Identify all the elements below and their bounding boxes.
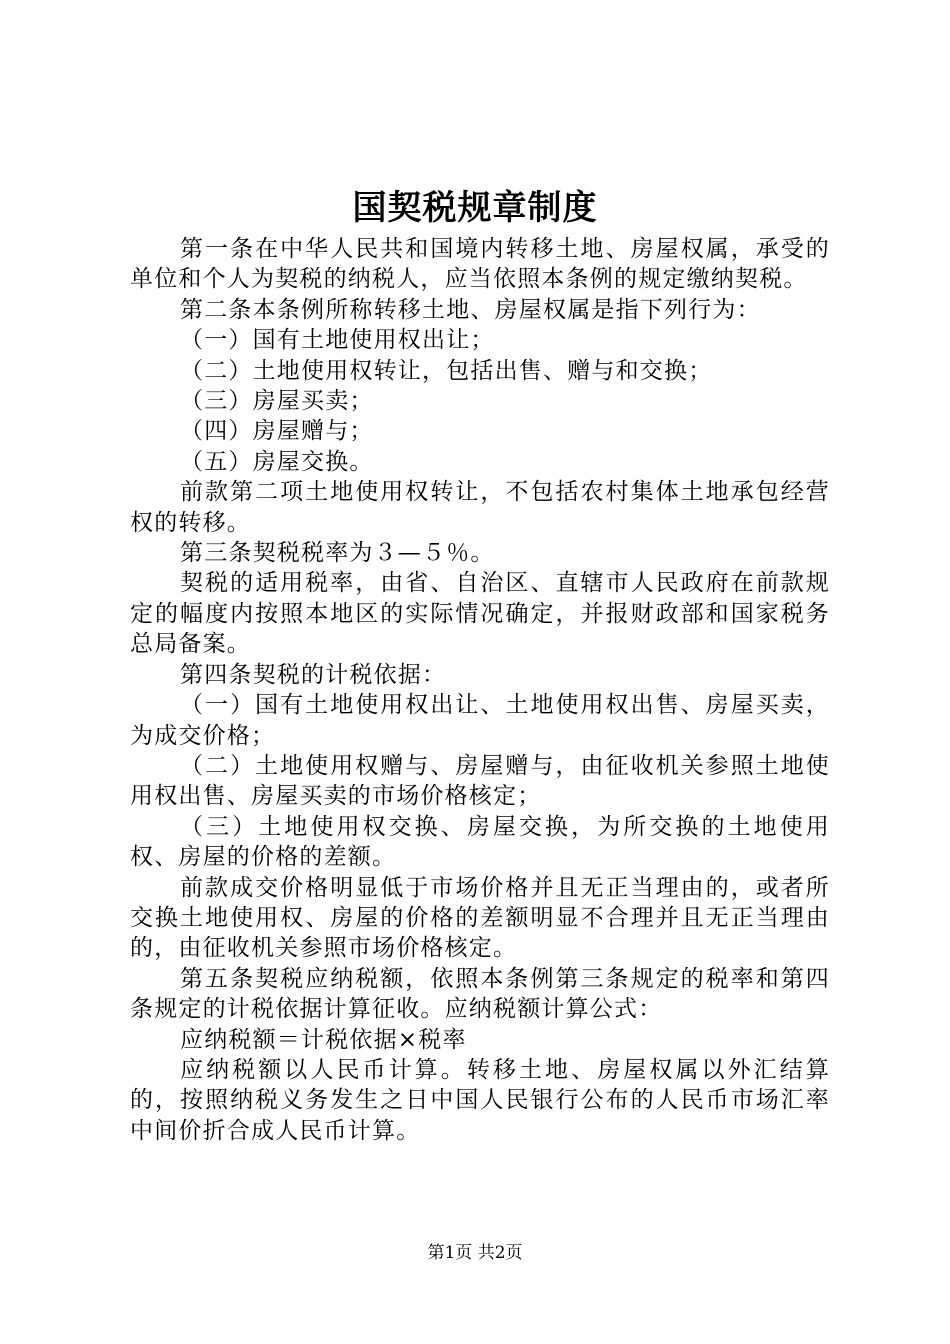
list-item: （四）房屋赠与；: [180, 418, 374, 445]
list-item: （一）国有土地使用权出让、土地使用权出售、房屋买卖，为成交价格；: [130, 692, 830, 749]
paragraph: 前款第二项土地使用权转让，不包括农村集体土地承包经营权的转移。: [130, 479, 830, 536]
list-item: （一）国有土地使用权出让；: [180, 327, 495, 354]
paragraph-article-5: 第五条契税应纳税额，依照本条例第三条规定的税率和第四条规定的计税依据计算征收。应纳税额计算公式：: [130, 965, 830, 1023]
list-item: （二）土地使用权赠与、房屋赠与，由征收机关参照土地使用权出售、房屋买卖的市场价格核定；: [130, 752, 830, 810]
paragraph: 前款成交价格明显低于市场价格并且无正当理由的，或者所交换土地使用权、房屋的价格的差额明显不合理并且无正当理由的，由征收机关参照市场价格核定。: [130, 874, 830, 962]
list-item: （二）土地使用权转让，包括出售、赠与和交换；: [180, 357, 713, 384]
paragraph-article-4: 第四条契税的计税依据：: [180, 661, 447, 688]
paragraph: 应纳税额以人民币计算。转移土地、房屋权属以外汇结算的，按照纳税义务发生之日中国人民银行公布的人民币市场汇率中间价折合成人民币计算。: [130, 1056, 830, 1144]
paragraph-article-1: 第一条在中华人民共和国境内转移土地、房屋权属，承受的单位和个人为契税的纳税人，应当依照本条例的规定缴纳契税。: [130, 236, 830, 293]
document-body: [130, 234, 830, 1146]
formula-line: 应纳税额＝计税依据×税率: [180, 1026, 467, 1053]
list-item: （三）土地使用权交换、房屋交换，为所交换的土地使用权、房屋的价格的差额。: [130, 813, 830, 871]
list-item: （五）房屋交换。: [180, 448, 374, 475]
list-item: （三）房屋买卖；: [180, 388, 374, 415]
paragraph-article-2: 第二条本条例所称转移土地、房屋权属是指下列行为：: [180, 296, 761, 323]
document-title: 国契税规章制度: [352, 188, 598, 228]
page-footer: 第1页 共2页: [427, 1243, 523, 1263]
paragraph-article-3: 第三条契税税率为３—５％。: [180, 540, 495, 567]
paragraph: 契税的适用税率，由省、自治区、直辖市人民政府在前款规定的幅度内按照本地区的实际情况确定，并报财政部和国家税务总局备案。: [130, 570, 830, 658]
